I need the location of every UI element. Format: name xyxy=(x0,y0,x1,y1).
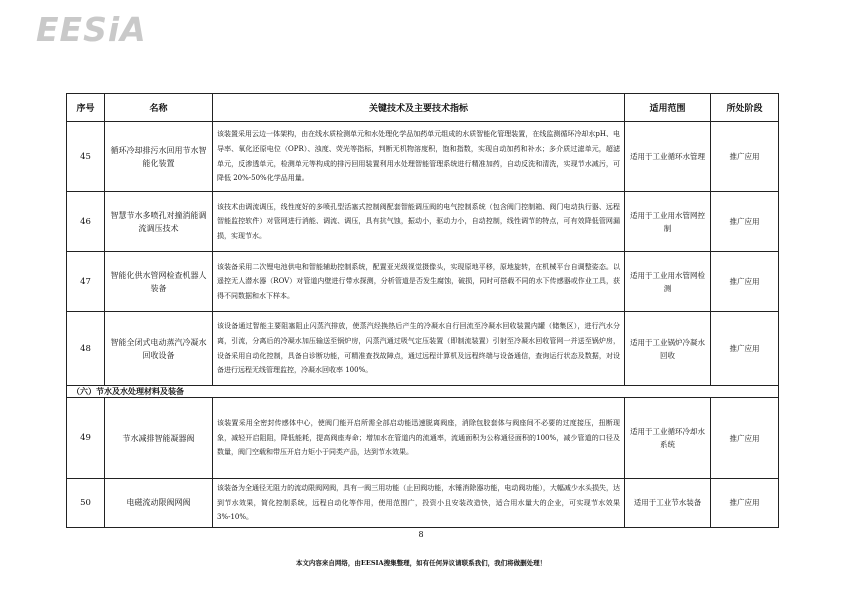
row-name: 节水减排智能凝器阀 xyxy=(105,398,213,479)
row-stage: 推广应用 xyxy=(711,479,779,528)
row-number: 46 xyxy=(67,192,105,252)
row-scope: 适用于工业循环冷却水系统 xyxy=(625,398,711,479)
category-row xyxy=(67,386,779,398)
row-scope: 适用于工业用水管网控制 xyxy=(625,192,711,252)
table-row xyxy=(67,192,779,252)
row-description: 该装置采用云边一体架构，由在线水质检测单元和水处理化学品加药单元组成的水质智能化管理装置，在线监测循环冷却水pH、电导率、氧化还原电位（OPR）、浊度、荧光等指标，判断无机物溶度积，饱和指数，实现自动加药和补水；多介质过滤单元，超滤单元，反渗透单元，检测单元等构成的排污回用装置利用水处理智能管理系统进行精准加药，自动反洗和清洗，实现节水减污，可降低 20%-50%化学品用量。 xyxy=(213,122,625,192)
table-row xyxy=(67,122,779,192)
row-scope: 适用于工业锅炉冷凝水回收 xyxy=(625,312,711,386)
row-stage: 推广应用 xyxy=(711,398,779,479)
page-number: 8 xyxy=(418,530,424,539)
header-scope: 适用范围 xyxy=(625,94,711,122)
table-row xyxy=(67,398,779,479)
row-description: 该技术由调流调压，线性度好的多喷孔型活塞式控制阀配套智能调压阀的电气控制系统（包含阀门控制箱、阀门电动执行器、远程智能监控软件）对管网进行消能、调流、调压，具有抗气蚀，振动小，驱动力小，自动控制，线性调节的特点，可有效降低管网漏损，实现节水。 xyxy=(213,192,625,252)
row-number: 45 xyxy=(67,122,105,192)
row-stage: 推广应用 xyxy=(711,312,779,386)
row-name: 智能化供水管网检查机器人装备 xyxy=(105,252,213,312)
row-scope: 适用于工业用水管网检测 xyxy=(625,252,711,312)
row-scope: 适用于工业循环水管理 xyxy=(625,122,711,192)
technology-table xyxy=(66,93,779,528)
row-number: 49 xyxy=(67,398,105,479)
row-stage: 推广应用 xyxy=(711,252,779,312)
table-row xyxy=(67,479,779,528)
header-stage: 所处阶段 xyxy=(711,94,779,122)
row-stage: 推广应用 xyxy=(711,192,779,252)
header-tech: 关键技术及主要技术指标 xyxy=(213,94,625,122)
row-number: 47 xyxy=(67,252,105,312)
row-name: 智慧节水多喷孔对撞消能调流调压技术 xyxy=(105,192,213,252)
row-description: 该装备为全通径无阻力的流动限阀网阀，具有一阀三用功能（止回阀功能，水锤消除器功能，电动阀功能），大幅减少水头损失，达到节水效果，简化控制系统，远程自动化等作用，使用范围广，投资小且安装改造快，适合用水量大的企业，可实现节水效果 3%-10%。 xyxy=(213,479,625,528)
category-title: （六）节水及水处理材料及装备 xyxy=(67,386,779,398)
row-name: 智能全闭式电动蒸汽冷凝水回收设备 xyxy=(105,312,213,386)
eesia-logo: EESiA xyxy=(36,10,147,49)
row-name: 循环冷却排污水回用节水智能化装置 xyxy=(105,122,213,192)
table-row xyxy=(67,252,779,312)
table-row xyxy=(67,312,779,386)
row-description: 该设备通过智能主要阻塞阻止闪蒸汽排放，使蒸汽经换热后产生的冷凝水自行回流至冷凝水回收装置内罐（储集区），进行汽水分离，引流，分离后的冷凝水加压输送至锅炉房，闪蒸汽通过吸气定压装置（即制流装置）引射至冷凝水回收管网一并送至锅炉房，设备采用自动化控制，具备自诊断功能，可精准查找故障点，通过远程计算机及远程终端与设备通信，查询运行状态及数据，对设备进行远程无线管理监控，冷凝水回收率 100%。 xyxy=(213,312,625,386)
table-header-row xyxy=(67,94,779,122)
header-no: 序号 xyxy=(67,94,105,122)
row-number: 48 xyxy=(67,312,105,386)
row-description: 该装置采用全密封传感体中心，使阀门能开启所需全部启动能迅速脱离阀座，消除包胶套体与阀座间不必要的过度接压，扭断现象，减轻开启阻阻，降低能耗，提高阀座寿命；增加水在管道内的流通率，流通面积为公称通径面积的100%，减少管道的口径及数量，阀门空载和带压开启力矩小于同类产品，达到节水效果。 xyxy=(213,398,625,479)
row-name: 电磁流动限阀网阀 xyxy=(105,479,213,528)
row-description: 该装备采用二次锂电池供电和智能辅助控制系统，配置亚光级视觉摄像头，实现原地平移，原地旋转，在机械平台自调整姿态。以遥控无人潜水器（ROV）对管道内壁进行带水探测，分析管道是否发生腐蚀，破损，同时可搭载不同的水下传感器或作业工具，获得不同数据和水下样本。 xyxy=(213,252,625,312)
row-scope: 适用于工业节水装备 xyxy=(625,479,711,528)
footer-disclaimer: 本文内容来自网络，由EESIA搜集整理，如有任何异议请联系我们，我们将做删处理！ xyxy=(295,559,547,567)
header-name: 名称 xyxy=(105,94,213,122)
row-number: 50 xyxy=(67,479,105,528)
row-stage: 推广应用 xyxy=(711,122,779,192)
